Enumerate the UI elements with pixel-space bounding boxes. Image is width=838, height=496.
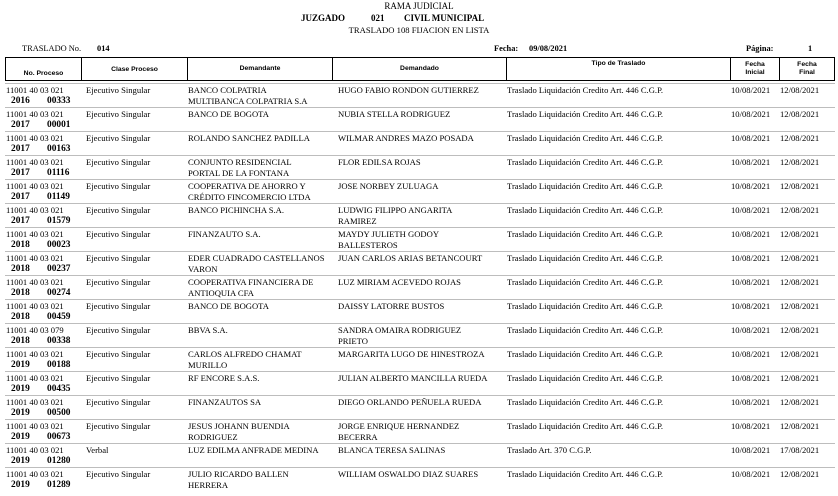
table-row — [0, 107, 838, 131]
tipo-traslado: Traslado Liquidación Credito Art. 446 C.G.P. — [507, 229, 664, 239]
demandado-line1: BLANCA TERESA SALINAS — [338, 445, 446, 455]
table-row — [0, 419, 838, 443]
clase-proceso: Ejecutivo Singular — [86, 157, 151, 167]
demandante-line2: RODRIGUEZ — [188, 432, 238, 442]
process-year: 2019 — [11, 456, 30, 466]
row-separator — [5, 275, 835, 276]
row-separator — [5, 323, 835, 324]
col-header-tipo-label: Tipo de Traslado — [591, 60, 646, 67]
fecha-inicial: 10/08/2021 — [731, 205, 771, 215]
process-number: 00500 — [47, 408, 71, 418]
demandado-line2: BECERRA — [338, 432, 378, 442]
process-number: 00338 — [47, 336, 71, 346]
demandante-line1: FINANZAUTO S.A. — [188, 229, 261, 239]
process-number: 00673 — [47, 432, 71, 442]
col-header-clase — [81, 57, 188, 81]
process-code: 11001 40 03 021 — [6, 133, 64, 143]
col-header-final-line2: Final — [799, 69, 815, 76]
process-year: 2019 — [11, 384, 30, 394]
fecha-inicial: 10/08/2021 — [731, 133, 771, 143]
demandante-line1: LUZ EDILMA ANFRADE MEDINA — [188, 445, 319, 455]
demandante-line1: BANCO PICHINCHA S.A. — [188, 205, 284, 215]
process-number: 01280 — [47, 456, 71, 466]
tipo-traslado: Traslado Liquidación Credito Art. 446 C.G.P. — [507, 133, 664, 143]
fecha-final: 17/08/2021 — [780, 445, 820, 455]
process-year: 2018 — [11, 312, 30, 322]
clase-proceso: Ejecutivo Singular — [86, 277, 151, 287]
col-header-final-line1: Fecha — [797, 61, 817, 68]
process-number: 01289 — [47, 480, 71, 490]
tipo-traslado: Traslado Liquidación Credito Art. 446 C.G.P. — [507, 157, 664, 167]
process-number: 01579 — [47, 216, 71, 226]
tipo-traslado: Traslado Liquidación Credito Art. 446 C.G.P. — [507, 301, 664, 311]
demandante-line2: HERRERA — [188, 480, 229, 490]
demandado-line1: HUGO FABIO RONDON GUTIERREZ — [338, 85, 479, 95]
fecha-final: 12/08/2021 — [780, 181, 820, 191]
fecha-inicial: 10/08/2021 — [731, 397, 771, 407]
process-code: 11001 40 03 021 — [6, 109, 64, 119]
demandante-line1: COOPERATIVA FINANCIERA DE — [188, 277, 314, 287]
col-header-demandante — [187, 57, 333, 81]
row-separator — [5, 395, 835, 396]
demandado-line1: DIEGO ORLANDO PEÑUELA RUEDA — [338, 397, 482, 407]
row-separator — [5, 443, 835, 444]
process-code: 11001 40 03 021 — [6, 253, 64, 263]
table-row — [0, 83, 838, 107]
demandante-line1: BANCO DE BOGOTA — [188, 301, 269, 311]
process-code: 11001 40 03 021 — [6, 301, 64, 311]
process-year: 2019 — [11, 432, 30, 442]
demandante-line2: VARON — [188, 264, 218, 274]
process-code: 11001 40 03 021 — [6, 373, 64, 383]
demandante-line2: ANTIOQUIA CFA — [188, 288, 254, 298]
fecha-final: 12/08/2021 — [780, 85, 820, 95]
process-year: 2019 — [11, 360, 30, 370]
row-separator — [5, 299, 835, 300]
fecha-final: 12/08/2021 — [780, 109, 820, 119]
table-row — [0, 395, 838, 419]
table-row — [0, 371, 838, 395]
tipo-traslado: Traslado Liquidación Credito Art. 446 C.G.P. — [507, 277, 664, 287]
fecha-value: 09/08/2021 — [529, 44, 568, 53]
process-year: 2018 — [11, 336, 30, 346]
table-row — [0, 203, 838, 227]
demandado-line1: JOSE NORBEY ZULUAGA — [338, 181, 439, 191]
process-number: 00023 — [47, 240, 71, 250]
demandante-line1: BANCO COLPATRIA — [188, 85, 267, 95]
fecha-inicial: 10/08/2021 — [731, 421, 771, 431]
process-year: 2017 — [11, 168, 30, 178]
demandado-line1: NUBIA STELLA RODRIGUEZ — [338, 109, 451, 119]
document-subtitle: TRASLADO 108 FIJACION EN LISTA — [348, 25, 490, 35]
tipo-traslado: Traslado Liquidación Credito Art. 446 C.G.P. — [507, 325, 664, 335]
demandado-line1: FLOR EDILSA ROJAS — [338, 157, 421, 167]
col-header-clase-label: Clase Proceso — [111, 66, 158, 73]
col-header-proceso-label: No. Proceso — [23, 70, 64, 77]
demandante-line2: MURILLO — [188, 360, 228, 370]
clase-proceso: Ejecutivo Singular — [86, 325, 151, 335]
tipo-traslado: Traslado Liquidación Credito Art. 446 C.G.P. — [507, 253, 664, 263]
clase-proceso: Ejecutivo Singular — [86, 421, 151, 431]
demandante-line1: COOPERATIVA DE AHORRO Y — [188, 181, 306, 191]
row-separator — [5, 131, 835, 132]
fecha-inicial: 10/08/2021 — [731, 325, 771, 335]
process-code: 11001 40 03 021 — [6, 229, 64, 239]
demandante-line2: MULTIBANCA COLPATRIA S.A — [188, 96, 308, 106]
clase-proceso: Ejecutivo Singular — [86, 181, 151, 191]
demandado-line2: BALLESTEROS — [338, 240, 398, 250]
clase-proceso: Ejecutivo Singular — [86, 109, 151, 119]
table-row — [0, 251, 838, 275]
clase-proceso: Ejecutivo Singular — [86, 349, 151, 359]
clase-proceso: Ejecutivo Singular — [86, 301, 151, 311]
table-row — [0, 443, 838, 467]
demandado-line1: WILLIAM OSWALDO DIAZ SUARES — [338, 469, 479, 479]
process-code: 11001 40 03 021 — [6, 421, 64, 431]
fecha-inicial: 10/08/2021 — [731, 253, 771, 263]
clase-proceso: Ejecutivo Singular — [86, 253, 151, 263]
tipo-traslado: Traslado Liquidación Credito Art. 446 C.G.P. — [507, 397, 664, 407]
process-code: 11001 40 03 021 — [6, 85, 64, 95]
demandante-line1: BBVA S.A. — [188, 325, 228, 335]
process-year: 2018 — [11, 264, 30, 274]
table-row — [0, 299, 838, 323]
process-code: 11001 40 03 079 — [6, 325, 64, 335]
clase-proceso: Ejecutivo Singular — [86, 229, 151, 239]
table-row — [0, 155, 838, 179]
row-separator — [5, 203, 835, 204]
process-number: 00237 — [47, 264, 71, 274]
demandado-line1: SANDRA OMAIRA RODRIGUEZ — [338, 325, 462, 335]
fecha-final: 12/08/2021 — [780, 421, 820, 431]
process-code: 11001 40 03 021 — [6, 277, 64, 287]
process-number: 00435 — [47, 384, 71, 394]
process-year: 2019 — [11, 480, 30, 490]
fecha-final: 12/08/2021 — [780, 253, 820, 263]
col-header-inicial — [730, 57, 780, 81]
fecha-inicial: 10/08/2021 — [731, 445, 771, 455]
row-separator — [5, 179, 835, 180]
col-header-demandante-label: Demandante — [239, 65, 281, 72]
juzgado-label: JUZGADO — [301, 13, 346, 23]
fecha-label: Fecha: — [494, 44, 519, 53]
col-header-inicial-line2: Inicial — [745, 69, 765, 76]
traslado-value: 014 — [97, 44, 110, 53]
col-header-final — [779, 57, 835, 81]
fecha-inicial: 10/08/2021 — [731, 85, 771, 95]
fecha-final: 12/08/2021 — [780, 349, 820, 359]
row-separator — [5, 419, 835, 420]
process-code: 11001 40 03 021 — [6, 349, 64, 359]
process-code: 11001 40 03 021 — [6, 397, 64, 407]
fecha-inicial: 10/08/2021 — [731, 157, 771, 167]
demandante-line1: BANCO DE BOGOTA — [188, 109, 269, 119]
juzgado-number: 021 — [371, 13, 385, 23]
process-year: 2018 — [11, 240, 30, 250]
demandado-line1: DAISSY LATORRE BUSTOS — [338, 301, 445, 311]
fecha-final: 12/08/2021 — [780, 469, 820, 479]
fecha-inicial: 10/08/2021 — [731, 301, 771, 311]
fecha-final: 12/08/2021 — [780, 229, 820, 239]
org-title: RAMA JUDICIAL — [384, 1, 454, 11]
table-row — [0, 227, 838, 251]
fecha-inicial: 10/08/2021 — [731, 349, 771, 359]
demandado-line1: WILMAR ANDRES MAZO POSADA — [338, 133, 474, 143]
fecha-inicial: 10/08/2021 — [731, 277, 771, 287]
process-year: 2017 — [11, 144, 30, 154]
fecha-final: 12/08/2021 — [780, 325, 820, 335]
table-row — [0, 275, 838, 299]
tipo-traslado: Traslado Liquidación Credito Art. 446 C.G.P. — [507, 109, 664, 119]
tipo-traslado: Traslado Liquidación Credito Art. 446 C.G.P. — [507, 421, 664, 431]
demandado-line1: JUAN CARLOS ARIAS BETANCOURT — [338, 253, 483, 263]
pagina-label: Página: — [746, 44, 774, 53]
demandante-line2: PORTAL DE LA FONTANA — [188, 168, 290, 178]
demandante-line1: JESUS JOHANN BUENDIA — [188, 421, 290, 431]
process-year: 2017 — [11, 216, 30, 226]
table-row — [0, 131, 838, 155]
demandado-line1: JULIAN ALBERTO MANCILLA RUEDA — [338, 373, 488, 383]
fecha-inicial: 10/08/2021 — [731, 109, 771, 119]
demandante-line1: FINANZAUTOS SA — [188, 397, 262, 407]
col-header-tipo — [506, 57, 731, 81]
clase-proceso: Ejecutivo Singular — [86, 397, 151, 407]
clase-proceso: Ejecutivo Singular — [86, 469, 151, 479]
fecha-final: 12/08/2021 — [780, 205, 820, 215]
demandado-line2: RAMIREZ — [338, 216, 377, 226]
process-code: 11001 40 03 021 — [6, 445, 64, 455]
process-year: 2018 — [11, 288, 30, 298]
process-number: 00333 — [47, 96, 71, 106]
tipo-traslado: Traslado Liquidación Credito Art. 446 C.G.P. — [507, 205, 664, 215]
demandado-line1: JORGE ENRIQUE HERNANDEZ — [338, 421, 460, 431]
fecha-final: 12/08/2021 — [780, 397, 820, 407]
process-code: 11001 40 03 021 — [6, 181, 64, 191]
pagina-value: 1 — [808, 44, 813, 53]
tipo-traslado: Traslado Liquidación Credito Art. 446 C.G.P. — [507, 469, 664, 479]
demandante-line1: CARLOS ALFREDO CHAMAT — [188, 349, 302, 359]
clase-proceso: Verbal — [86, 445, 109, 455]
demandado-line1: LUZ MIRIAM ACEVEDO ROJAS — [338, 277, 461, 287]
process-number: 00188 — [47, 360, 71, 370]
tipo-traslado: Traslado Liquidación Credito Art. 446 C.G.P. — [507, 349, 664, 359]
demandado-line2: PRIETO — [338, 336, 368, 346]
clase-proceso: Ejecutivo Singular — [86, 85, 151, 95]
demandado-line1: MARGARITA LUGO DE HINESTROZA — [338, 349, 485, 359]
process-number: 00163 — [47, 144, 71, 154]
col-header-inicial-line1: Fecha — [745, 61, 765, 68]
process-number: 00274 — [47, 288, 71, 298]
process-number: 00459 — [47, 312, 71, 322]
process-number: 01149 — [47, 192, 70, 202]
fecha-inicial: 10/08/2021 — [731, 469, 771, 479]
clase-proceso: Ejecutivo Singular — [86, 205, 151, 215]
process-code: 11001 40 03 021 — [6, 205, 64, 215]
process-code: 11001 40 03 021 — [6, 469, 64, 479]
fecha-inicial: 10/08/2021 — [731, 373, 771, 383]
table-row — [0, 323, 838, 347]
row-separator — [5, 155, 835, 156]
row-separator — [5, 251, 835, 252]
demandante-line1: JULIO RICARDO BALLEN — [188, 469, 289, 479]
tipo-traslado: Traslado Liquidación Credito Art. 446 C.G.P. — [507, 181, 664, 191]
row-separator — [5, 107, 835, 108]
table-row — [0, 179, 838, 203]
row-separator — [5, 227, 835, 228]
fecha-inicial: 10/08/2021 — [731, 181, 771, 191]
table-row — [0, 347, 838, 371]
fecha-final: 12/08/2021 — [780, 133, 820, 143]
tipo-traslado: Traslado Liquidación Credito Art. 446 C.G.P. — [507, 85, 664, 95]
col-header-proceso — [5, 57, 82, 81]
tipo-traslado: Traslado Liquidación Credito Art. 446 C.G.P. — [507, 373, 664, 383]
process-year: 2019 — [11, 408, 30, 418]
process-year: 2017 — [11, 192, 30, 202]
row-separator — [5, 83, 835, 84]
col-header-demandado — [332, 57, 507, 81]
demandante-line1: EDER CUADRADO CASTELLANOS — [188, 253, 325, 263]
clase-proceso: Ejecutivo Singular — [86, 373, 151, 383]
demandante-line1: ROLANDO SANCHEZ PADILLA — [188, 133, 310, 143]
clase-proceso: Ejecutivo Singular — [86, 133, 151, 143]
traslado-label: TRASLADO No. — [22, 44, 82, 53]
process-code: 11001 40 03 021 — [6, 157, 64, 167]
process-year: 2017 — [11, 120, 30, 130]
juzgado-name: CIVIL MUNICIPAL — [404, 13, 485, 23]
demandado-line1: MAYDY JULIETH GODOY — [338, 229, 440, 239]
process-year: 2016 — [11, 96, 30, 106]
row-separator — [5, 347, 835, 348]
demandante-line1: CONJUNTO RESIDENCIAL — [188, 157, 292, 167]
table-row — [0, 467, 838, 491]
tipo-traslado: Traslado Art. 370 C.G.P. — [507, 445, 592, 455]
row-separator — [5, 467, 835, 468]
fecha-inicial: 10/08/2021 — [731, 229, 771, 239]
demandante-line1: RF ENCORE S.A.S. — [188, 373, 260, 383]
fecha-final: 12/08/2021 — [780, 277, 820, 287]
process-number: 00001 — [47, 120, 71, 130]
fecha-final: 12/08/2021 — [780, 301, 820, 311]
demandado-line1: LUDWIG FILIPPO ANGARITA — [338, 205, 453, 215]
col-header-demandado-label: Demandado — [400, 65, 439, 72]
demandante-line2: CRÉDITO FINCOMERCIO LTDA — [188, 192, 311, 202]
fecha-final: 12/08/2021 — [780, 157, 820, 167]
process-number: 01116 — [47, 168, 70, 178]
fecha-final: 12/08/2021 — [780, 373, 820, 383]
row-separator — [5, 371, 835, 372]
